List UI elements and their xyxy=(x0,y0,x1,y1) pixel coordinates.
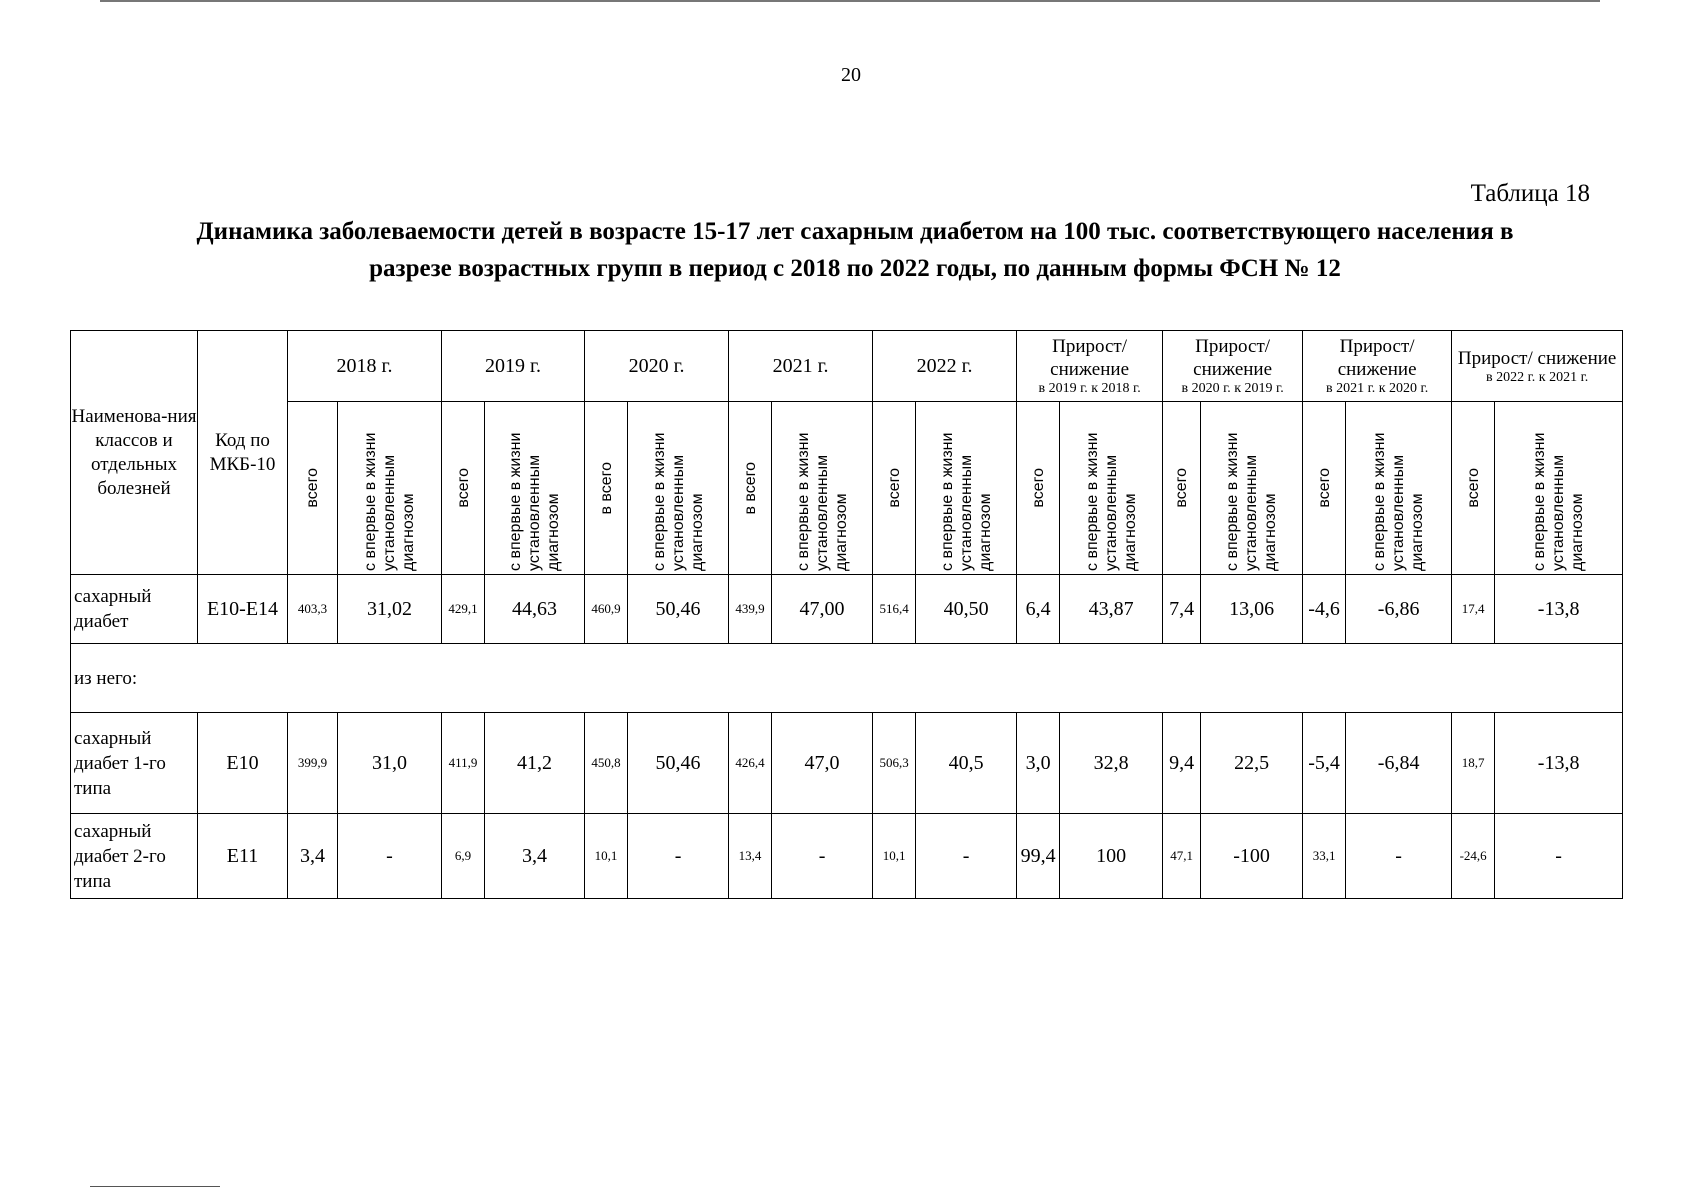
cell-value: 450,8 xyxy=(585,713,628,814)
subheader-total-text: всего xyxy=(454,468,472,508)
table-row-diabetes-type1 xyxy=(71,713,1623,814)
cell-value: -13,8 xyxy=(1495,713,1623,814)
cell-value: 399,9 xyxy=(288,713,338,814)
title-line-2: разрезе возрастных групп в период с 2018 по 2022 годы, по данным формы ФСН № 12 xyxy=(369,255,1341,282)
cell-value: 403,3 xyxy=(288,575,338,644)
header-year-2019: 2019 г. xyxy=(442,331,585,402)
cell-value: 506,3 xyxy=(873,713,916,814)
subheader-first-text: с впервые в жизни установленным диагнозом xyxy=(507,432,563,571)
cell-value: 44,63 xyxy=(485,575,585,644)
cell-value: 32,8 xyxy=(1060,713,1163,814)
subheader-first-text: с впервые в жизни установленным диагнозом xyxy=(362,432,417,571)
cell-value: -13,8 xyxy=(1495,575,1623,644)
subheader-first-diagnosed xyxy=(338,402,442,575)
header-row-2 xyxy=(71,402,1623,575)
header-delta-2022-2021 xyxy=(1452,331,1623,402)
table-row-diabetes-type2 xyxy=(71,814,1623,899)
cell-value: 47,0 xyxy=(772,713,873,814)
subheader-total-text: всего xyxy=(1173,468,1191,508)
header-year-2018: 2018 г. xyxy=(288,331,442,402)
cell-value: 18,7 xyxy=(1452,713,1495,814)
subheader-total xyxy=(873,402,916,575)
cell-value: 47,1 xyxy=(1163,814,1201,899)
subheader-first-diagnosed xyxy=(1346,402,1452,575)
header-delta-2021-2020 xyxy=(1303,331,1452,402)
row-code: E10 xyxy=(198,713,288,814)
cell-value: 439,9 xyxy=(729,575,772,644)
header-delta-2019-2018 xyxy=(1017,331,1163,402)
cell-value: 100 xyxy=(1060,814,1163,899)
delta-sub: в 2022 г. к 2021 г. xyxy=(1486,369,1589,385)
header-year-2021: 2021 г. xyxy=(729,331,873,402)
header-code-column: Код по МКБ-10 xyxy=(198,331,288,575)
table-row-diabetes-total xyxy=(71,575,1623,644)
subheader-first-text: с впервые в жизни установленным диагнозом xyxy=(1371,432,1427,571)
cell-value: 516,4 xyxy=(873,575,916,644)
subheader-total xyxy=(1163,402,1201,575)
cell-value: 10,1 xyxy=(585,814,628,899)
header-delta-2020-2019 xyxy=(1163,331,1303,402)
top-border-line xyxy=(100,0,1600,2)
cell-value: 99,4 xyxy=(1017,814,1060,899)
cell-value: 41,2 xyxy=(485,713,585,814)
cell-value: 460,9 xyxy=(585,575,628,644)
cell-value: -6,84 xyxy=(1346,713,1452,814)
subheader-total xyxy=(729,402,772,575)
cell-value: 426,4 xyxy=(729,713,772,814)
subheader-first-text: с впервые в жизни установленным диагнозом xyxy=(1224,432,1280,571)
subheader-first-diagnosed xyxy=(1495,402,1623,575)
cell-value: 40,50 xyxy=(916,575,1017,644)
subheader-total-text: всего xyxy=(1029,468,1047,508)
cell-value: - xyxy=(1346,814,1452,899)
subheader-total-text: всего xyxy=(1315,468,1333,508)
subheader-first-text: с впервые в жизни установленным диагнозом xyxy=(1083,432,1139,571)
cell-value: 43,87 xyxy=(1060,575,1163,644)
cell-value: 31,02 xyxy=(338,575,442,644)
subheader-total xyxy=(1452,402,1495,575)
cell-value: 429,1 xyxy=(442,575,485,644)
document-title xyxy=(90,213,1620,287)
subheader-first-diagnosed xyxy=(485,402,585,575)
cell-value: -5,4 xyxy=(1303,713,1346,814)
row-name: сахарный диабет 1-го типа xyxy=(71,713,198,814)
cell-value: 6,9 xyxy=(442,814,485,899)
delta-sub: в 2020 г. к 2019 г. xyxy=(1181,381,1284,396)
delta-title: Прирост/ снижение xyxy=(1337,336,1417,380)
cell-value: 22,5 xyxy=(1201,713,1303,814)
header-row-1 xyxy=(71,331,1623,402)
cell-value: -100 xyxy=(1201,814,1303,899)
row-code: E10-E14 xyxy=(198,575,288,644)
cell-value: 50,46 xyxy=(628,713,729,814)
cell-value: 17,4 xyxy=(1452,575,1495,644)
cell-value: 10,1 xyxy=(873,814,916,899)
subheader-first-diagnosed xyxy=(916,402,1017,575)
cell-value: 33,1 xyxy=(1303,814,1346,899)
subheader-total xyxy=(1303,402,1346,575)
row-code: E11 xyxy=(198,814,288,899)
footer-line xyxy=(90,1186,220,1187)
subheader-total-text: в всего xyxy=(597,461,615,515)
subheader-first-text: с впервые в жизни установленным диагнозом xyxy=(1531,432,1587,571)
cell-value: 3,4 xyxy=(288,814,338,899)
cell-value: 50,46 xyxy=(628,575,729,644)
delta-title: Прирост/ снижение xyxy=(1050,336,1130,380)
subheader-total xyxy=(442,402,485,575)
subheader-total-text: всего xyxy=(1464,468,1482,508)
cell-value: - xyxy=(1495,814,1623,899)
subheader-total-text: в всего xyxy=(741,461,759,515)
cell-value: - xyxy=(916,814,1017,899)
cell-value: 3,0 xyxy=(1017,713,1060,814)
subheader-total-text: всего xyxy=(304,468,321,508)
header-year-2020: 2020 г. xyxy=(585,331,729,402)
subheader-first-text: с впервые в жизни установленным диагнозом xyxy=(794,432,850,571)
morbidity-table xyxy=(70,330,1623,899)
subheader-first-diagnosed xyxy=(1201,402,1303,575)
cell-value: 7,4 xyxy=(1163,575,1201,644)
delta-title: Прирост/ снижение xyxy=(1457,347,1617,369)
row-name: сахарный диабет 2-го типа xyxy=(71,814,198,899)
cell-value: -4,6 xyxy=(1303,575,1346,644)
title-line-1: Динамика заболеваемости детей в возрасте 15-17 лет сахарным диабетом на 100 тыс. соответствующего населения в xyxy=(196,218,1514,245)
cell-value: 13,06 xyxy=(1201,575,1303,644)
subheader-total-text: всего xyxy=(885,468,903,508)
subheader-first-diagnosed xyxy=(772,402,873,575)
cell-value: 9,4 xyxy=(1163,713,1201,814)
cell-value: - xyxy=(628,814,729,899)
header-year-2022: 2022 г. xyxy=(873,331,1017,402)
delta-title: Прирост/ снижение xyxy=(1193,336,1273,380)
subheader-first-diagnosed xyxy=(1060,402,1163,575)
cell-value: - xyxy=(338,814,442,899)
subheader-first-text: с впервые в жизни установленным диагнозом xyxy=(650,432,706,571)
page-number: 20 xyxy=(841,64,861,86)
header-name-column: Наименова-ния классов и отдельных болезней xyxy=(71,331,198,575)
subheader-total xyxy=(585,402,628,575)
subheader-total xyxy=(1017,402,1060,575)
row-name: сахарный диабет xyxy=(71,575,198,644)
cell-value: 411,9 xyxy=(442,713,485,814)
table-label: Таблица 18 xyxy=(1470,180,1590,207)
cell-value: 47,00 xyxy=(772,575,873,644)
cell-value: 13,4 xyxy=(729,814,772,899)
table-row-subheader xyxy=(71,644,1623,713)
subheader-total xyxy=(288,402,338,575)
cell-value: 40,5 xyxy=(916,713,1017,814)
subheader-first-text: с впервые в жизни установленным диагнозом xyxy=(938,432,994,571)
cell-value: - xyxy=(772,814,873,899)
cell-value: 6,4 xyxy=(1017,575,1060,644)
subheader-first-diagnosed xyxy=(628,402,729,575)
cell-value: 3,4 xyxy=(485,814,585,899)
cell-value: 31,0 xyxy=(338,713,442,814)
delta-sub: в 2021 г. к 2020 г. xyxy=(1325,381,1429,396)
cell-value: -6,86 xyxy=(1346,575,1452,644)
delta-sub: в 2019 г. к 2018 г. xyxy=(1038,381,1141,396)
cell-value: -24,6 xyxy=(1452,814,1495,899)
subheader-label: из него: xyxy=(71,644,1623,713)
